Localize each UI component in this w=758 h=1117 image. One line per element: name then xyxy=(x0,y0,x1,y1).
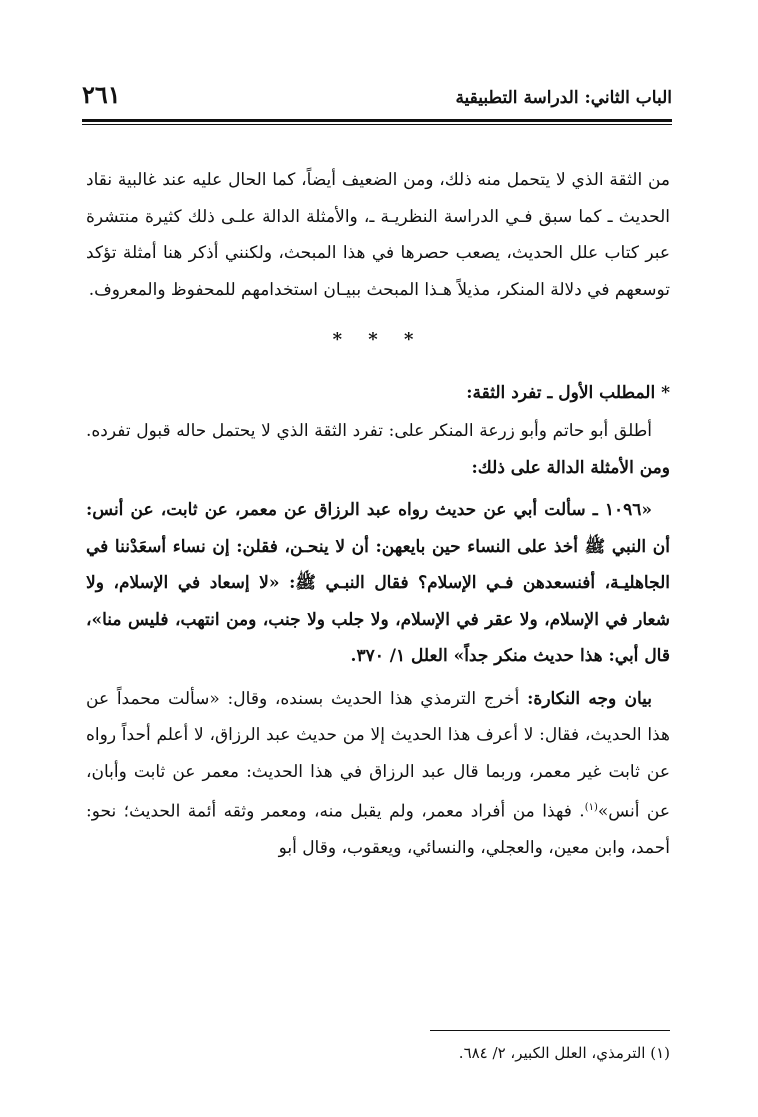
example-quote: «١٠٩٦ ـ سألت أبي عن حديث رواه عبد الرزاق عن معمر، عن ثابت، عن أنس: أن النبي ﷺ أخذ على النساء حين بايعهن: أن لا ينحـن، فقلن: إن نساء أسعَدْننا في الجاهليـة، أفنسعدهن فـي الإسلام؟ فقال النبـي ﷺ: «لا إسعاد في الإسلام، ولا شعار في الإسلام، ولا عقر في الإسلام، ولا جلب ولا جنب، ومن انتهب، فليس منا»، قال أبي: هذا حديث منكر جداً» العلل ١/ ٣٧٠. xyxy=(86,500,670,666)
chapter-title: الباب الثاني: الدراسة التطبيقية xyxy=(455,88,672,108)
definition-paragraph xyxy=(86,413,670,486)
intro-paragraph: من الثقة الذي لا يتحمل منه ذلك، ومن الضعيف أيضاً، كما الحال عليه عند غالبية نقاد الحديث ـ كما سبق فـي الدراسة النظريـة ـ، والأمثلة الدالة علـى ذلك كثيرة منتشرة عبر كتاب علل الحديث، يصعب حصرها في هذا المبحث، ولكنني أذكر هنا أمثلة تؤكد توسعهم في دلالة المنكر، مذيلاً هـذا المبحث ببيـان استخدامهم للمحفوظ والمعروف. xyxy=(86,170,670,300)
header-rule-thin xyxy=(82,124,672,125)
section-heading: * المطلب الأول ـ تفرد الثقة: xyxy=(466,382,670,403)
analysis-label: بيان وجه النكارة: xyxy=(527,688,653,709)
definition-text: أطلق أبو حاتم وأبو زرعة المنكر على: تفرد الثقة الذي لا يحتمل حاله قبول تفرده. xyxy=(86,421,652,441)
header-rule-thick xyxy=(82,119,672,122)
section-separator: * * * xyxy=(332,329,424,350)
running-header xyxy=(82,80,672,116)
analysis-text: أخرج الترمذي هذا الحديث بسنده، وقال: «سألت محمداً عن هذا الحديث، فقال: لا أعرف هذا الحديث إلا من حديث عبد الرزاق، لا أعلم أحداً رواه عن ثابت غير معمر، وربما قال عبد الرزاق في هذا الحديث: معمر عن ثابت وأبان، عن أنس» xyxy=(86,688,670,822)
main-text xyxy=(86,162,670,867)
page-number: ٢٦١ xyxy=(82,80,121,109)
footnote-marker: (١) xyxy=(584,802,598,813)
footnote-separator xyxy=(430,1030,670,1031)
footnote: (١) الترمذي، العلل الكبير، ٢/ ٦٨٤. xyxy=(458,1044,670,1062)
examples-lead: ومن الأمثلة الدالة على ذلك: xyxy=(471,457,670,478)
analysis-paragraph xyxy=(86,681,670,867)
analysis-text-end: . فهذا من أفراد معمر، ولم يقبل منه، ومعمر وثقه أئمة الحديث؛ نحو: أحمد، وابن معين، والعجلي، والنسائي، ويعقوب، وقال أبو xyxy=(86,801,670,859)
